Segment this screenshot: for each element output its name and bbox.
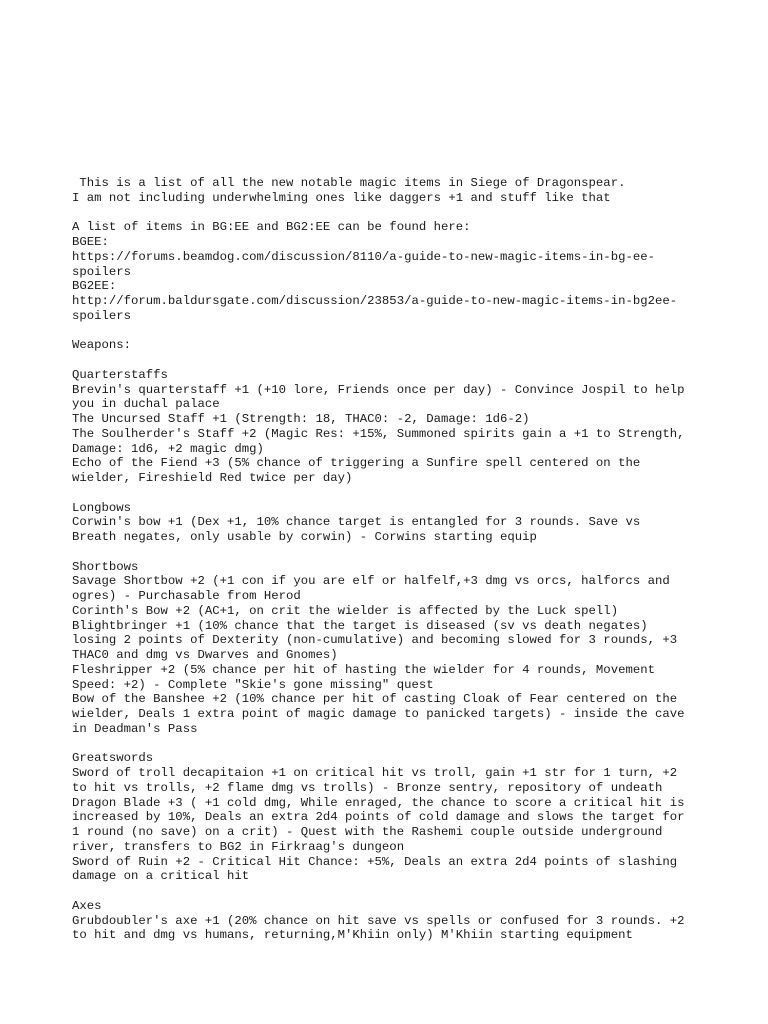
item-line: to hit and dmg vs humans, returning,M'Khiin only) M'Khiin starting equipment: [72, 928, 633, 943]
document-text: [72, 176, 712, 943]
item-line: Corinth's Bow +2 (AC+1, on crit the wielder is affected by the Luck spell): [72, 603, 619, 618]
blank-line: [72, 353, 712, 368]
item-line: Fleshripper +2 (5% chance per hit of hasting the wielder for 4 rounds, Movement: [72, 662, 655, 677]
item-line: Sword of Ruin +2 - Critical Hit Chance: +5%, Deals an extra 2d4 points of slashing: [72, 854, 678, 869]
blank-line: [72, 486, 712, 501]
item-line: losing 2 points of Dexterity (non-cumulative) and becoming slowed for 3 rounds, +3: [72, 633, 678, 648]
blank-line: [72, 324, 712, 339]
item-line: to hit vs trolls, +2 flame dmg vs trolls) - Bronze sentry, repository of undeath: [72, 780, 663, 795]
item-line: you in duchal palace: [72, 397, 220, 412]
text-line: BG2EE:: [72, 279, 117, 294]
category-heading: Longbows: [72, 500, 132, 515]
item-line: wielder, Fireshield Red twice per day): [72, 471, 353, 485]
item-line: Breath negates, only usable by corwin) - Corwins starting equip: [72, 530, 537, 544]
url-line: spoilers: [72, 264, 132, 279]
item-line: wielder, Deals 1 extra point of magic damage to panicked targets) - inside the cave: [72, 707, 685, 721]
item-line: Speed: +2) - Complete "Skie's gone missing" quest: [72, 677, 434, 692]
item-line: THAC0 and dmg vs Dwarves and Gnomes): [72, 648, 338, 662]
item-line: 1 round (no save) on a crit) - Quest with the Rashemi couple outside underground: [72, 825, 663, 839]
item-line: Echo of the Fiend +3 (5% chance of triggering a Sunfire spell centered on the: [72, 456, 641, 471]
section-heading: Weapons:: [72, 338, 132, 353]
item-line: Bow of the Banshee +2 (10% chance per hit of casting Cloak of Fear centered on the: [72, 692, 678, 707]
text-line: I am not including underwhelming ones like daggers +1 and stuff like that: [72, 190, 611, 205]
category-heading: Quarterstaffs: [72, 367, 168, 382]
url-line: http://forum.baldursgate.com/discussion/23853/a-guide-to-new-magic-items-in-bg2ee-: [72, 294, 678, 308]
blank-line: [72, 206, 712, 221]
item-line: The Uncursed Staff +1 (Strength: 18, THAC0: -2, Damage: 1d6-2): [72, 412, 530, 426]
blank-line: [72, 545, 712, 560]
item-line: Savage Shortbow +2 (+1 con if you are elf or halfelf,+3 dmg vs orcs, halforcs and: [72, 574, 670, 589]
item-line: Damage: 1d6, +2 magic dmg): [72, 441, 264, 456]
item-line: Brevin's quarterstaff +1 (+10 lore, Friends once per day) - Convince Jospil to help: [72, 382, 685, 397]
category-heading: Shortbows: [72, 559, 139, 574]
item-line: Grubdoubler's axe +1 (20% chance on hit save vs spells or confused for 3 rounds. +2: [72, 913, 685, 928]
item-line: in Deadman's Pass: [72, 721, 198, 736]
item-line: Sword of troll decapitaion +1 on critical hit vs troll, gain +1 str for 1 turn, +2: [72, 766, 678, 780]
item-line: river, transfers to BG2 in Firkraag's dungeon: [72, 839, 405, 854]
category-heading: Greatswords: [72, 751, 154, 766]
item-line: The Soulherder's Staff +2 (Magic Res: +15%, Summoned spirits gain a +1 to Strength,: [72, 426, 685, 441]
item-line: Blightbringer +1 (10% chance that the target is diseased (sv vs death negates): [72, 618, 648, 633]
item-line: increased by 10%, Deals an extra 2d4 points of cold damage and slows the target for: [72, 810, 685, 825]
text-line: This is a list of all the new notable magic items in Siege of Dragonspear.: [72, 176, 626, 190]
blank-line: [72, 884, 712, 899]
url-line: https://forums.beamdog.com/discussion/8110/a-guide-to-new-magic-items-in-bg-ee-: [72, 249, 655, 264]
text-line: BGEE:: [72, 235, 109, 249]
item-line: ogres) - Purchasable from Herod: [72, 589, 301, 603]
item-line: Corwin's bow +1 (Dex +1, 10% chance target is entangled for 3 rounds. Save vs: [72, 515, 641, 530]
url-line: spoilers: [72, 308, 132, 323]
category-heading: Axes: [72, 898, 102, 913]
item-line: Dragon Blade +3 ( +1 cold dmg, While enraged, the chance to score a critical hit is: [72, 795, 685, 810]
item-line: damage on a critical hit: [72, 869, 250, 884]
blank-line: [72, 737, 712, 752]
text-line: A list of items in BG:EE and BG2:EE can be found here:: [72, 220, 471, 235]
